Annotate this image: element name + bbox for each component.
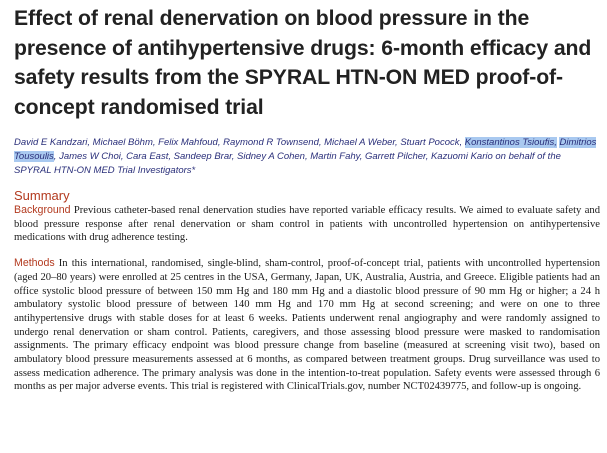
author-list <box>14 136 600 178</box>
highlighted-author-2: Dimitrios Tousoulis <box>14 137 597 162</box>
summary-heading: Summary <box>14 188 70 203</box>
methods-label: Methods <box>14 257 55 270</box>
article-page <box>14 4 600 394</box>
background-paragraph <box>14 204 600 245</box>
authors-text-continued: , James W Choi, Cara East, Sandeep Brar, Sidney A Cohen, Martin Fahy, Garrett Pilcher, Kazuomi Kario on behalf of the SPYRAL HTN-ON MED Trial Investigators* <box>14 151 561 176</box>
highlighted-author-1: Konstantinos Tsioufis, <box>464 137 557 148</box>
background-label: Background <box>14 204 71 216</box>
authors-text: David E Kandzari, Michael Böhm, Felix Mahfoud, Raymond R Townsend, Michael A Weber, Stuart Pocock, <box>14 137 465 148</box>
methods-text: In this international, randomised, single-blind, sham-control, proof-of-concept trial, patients with uncontrolled hypertension (aged 20–80 years) were enrolled at 25 centres in the USA, Germany, Japan, UK, Australia, Austria, and Greece. Eligible patients had an office systolic blood pressure of between 150 mm Hg and 180 mm Hg and a diastolic blood pressure of 90 mm Hg or higher; a 24 h ambulatory systolic blood pressure of between 140 mm Hg and 170 mm Hg at second screening; and were on one to three antihypertensive drugs with stable doses for at least 6 weeks. Patients underwent renal angiography and were randomly assigned to undergo renal denervation or sham control. Patients, caregivers, and those assessing blood pressure were masked to randomisation assignments. The primary efficacy endpoint was blood pressure change from baseline (measured at screening visit two), based on ambulatory blood pressure measurements assessed at 6 months, as compared between treatment groups. Drug surveillance was used to assess medication adherence. The primary analysis was done in the intention-to-treat population. Safety events were assessed through 6 months as per major adverse events. This trial is registered with ClinicalTrials.gov, number NCT02439775, and follow-up is ongoing. <box>14 258 600 393</box>
article-title: Effect of renal denervation on blood pressure in the presence of antihypertensive drugs: 6-month efficacy and safety results from the SPYRAL HTN-ON MED proof-of-concept randomised trial <box>14 7 592 119</box>
background-text: Previous catheter-based renal denervation studies have reported variable efficacy results. We aimed to evaluate safety and blood pressure response after renal denervation or sham control in patients with uncontrolled hypertension on antihypertensive medications with drug adherence testing. <box>14 205 600 244</box>
methods-paragraph <box>14 257 600 394</box>
